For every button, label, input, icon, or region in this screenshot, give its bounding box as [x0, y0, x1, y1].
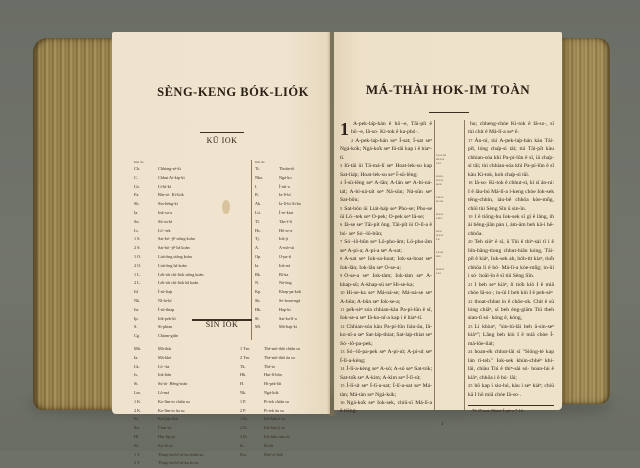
book-list-item: [240, 415, 300, 424]
book-abbreviation: Tl.: [255, 218, 260, 224]
book-name: Sin-bēng-kì: [158, 201, 178, 207]
book-name: Le̍k-tāi chì-lio̍k hā koàn: [158, 280, 199, 286]
book-name: Iok-hān jī su: [264, 425, 286, 431]
verse: [340, 365, 432, 382]
book-list-item: [240, 380, 300, 389]
verse: [340, 238, 432, 255]
book-name: Lia̍t-ông siōng koàn: [158, 253, 192, 259]
new-testament-list-right: [240, 345, 300, 459]
verse: [468, 137, 554, 179]
title-divider: [429, 112, 469, 113]
verse: [468, 213, 554, 238]
verse: [468, 120, 554, 137]
book-abbreviation: Hl.: [134, 433, 140, 439]
book-list-item: [134, 253, 203, 262]
book-list-item: [134, 424, 203, 433]
verse-number: 25: [468, 383, 473, 389]
book-list-item: [240, 433, 300, 442]
book-name: Khap-pa-ko̍k: [279, 289, 302, 295]
book-list-item: [240, 345, 300, 354]
book-list-item: [134, 279, 203, 288]
book-abbreviation: Hk.: [255, 306, 262, 312]
column-divider: [251, 160, 252, 340]
book-abbreviation: Ia.: [134, 209, 139, 215]
verse-number: 11: [340, 306, 345, 312]
verse-text: Ngá-ko̍k seⁿ Iok-sek, chiū-sī Má-lī-a ê tiōng-: [340, 399, 432, 415]
book-abbreviation: 1 O.: [134, 253, 142, 259]
right-page-title: MÁ-THÀI HOK-IM TOÀN: [365, 82, 531, 97]
book-name: Ka-lia̍p-thai: [158, 416, 179, 422]
left-page-edges: [33, 38, 123, 410]
book-list-item: [134, 363, 203, 372]
book-name: Ia-lī-bí: [279, 192, 291, 198]
book-abbreviation: 1 S.: [134, 236, 141, 242]
book-abbreviation: Kp.: [255, 289, 262, 295]
book-abbreviation: Ist.: [134, 306, 140, 312]
book-name: Iok-hān sam su: [264, 433, 290, 439]
verse: [340, 348, 432, 365]
book-name: Í-sū-lia̍p: [158, 289, 173, 295]
title-divider: [200, 132, 244, 133]
book-name: Iok-ná: [279, 262, 290, 268]
verse: [340, 162, 432, 179]
book-name: Ná-ông: [279, 280, 292, 286]
book-abbreviation: Tt.: [255, 166, 260, 171]
book-name: Bīn-sò· Kì-lio̍k: [158, 192, 184, 198]
book-abbreviation: A.: [255, 245, 260, 251]
book-list-item: [134, 371, 203, 380]
verse-number: 7: [340, 239, 343, 245]
page-number: 1: [441, 422, 444, 427]
book-name: Ngá-ko: [279, 174, 292, 180]
book-name: Sat-bó·-jīⁿ siōng koàn: [158, 236, 195, 242]
verse-number: 15: [340, 383, 345, 389]
book-list-item: [255, 279, 301, 288]
column-divider: [434, 120, 435, 410]
book-abbreviation: 1 Ih.: [240, 416, 248, 422]
book-list-item: [134, 380, 203, 389]
book-list-item: [240, 371, 300, 380]
book-abbreviation: I.: [255, 183, 258, 189]
section-old-testament-title: KŪ IOK: [206, 136, 238, 145]
verse-text: Só·-lô-pa-pek seⁿ A-pí-u̍t; A-pí-u̍t seⁿ Í-lī-a-kèng;: [340, 349, 432, 364]
book-name: Se-hoan-ngá: [279, 297, 301, 303]
text-column-2: [468, 120, 554, 399]
verse-text: Sat-bôn ūi Lia̍t-ha̍p seⁿ Pho-se; Pho-se ūi Lō·-tek seⁿ O-pek; O-pek seⁿ Iâ-se;: [340, 205, 432, 220]
book-name: Hap-ki: [279, 306, 291, 312]
old-testament-list-right: [255, 165, 301, 332]
verse-number: 14: [340, 366, 345, 372]
verse-text: hoan-e̍k chhut-lâi sī "Siōng-tè kap lán tī-teh." Iok-sek khùn-chhéⁿ khí-lâi, chiàu Tiú ê thiⁿ-sài só· hoan-hù ê kiâⁿ, chhōa i ê bó· lâi;: [468, 349, 554, 381]
verse: [340, 221, 432, 238]
book-name: Le̍k-tāi chì-lio̍k siōng koàn: [158, 271, 204, 277]
verse-number: 4: [340, 180, 343, 186]
verse-text: A-pek-la̍p-hán seⁿ Í-sat; Í-sat seⁿ Ngá-ko̍k; Ngá-ko̍k seⁿ Iû-tāi kap i ê hiaⁿ-tī.: [340, 137, 432, 161]
book-name: Bí-ka: [279, 271, 289, 277]
book-name: Thiap-sat-lô-nî-ka āu su: [158, 460, 199, 466]
book-abbreviation: Sh.: [134, 201, 140, 207]
book-abbreviation: Ia.: [255, 262, 260, 268]
book-list-item: [134, 407, 203, 416]
book-list-item: [255, 218, 301, 227]
book-name: Thiap-sat-lô-nî-ka chiân su: [158, 451, 204, 457]
book-list-item: [240, 407, 300, 416]
book-name: Hô-se-a: [279, 227, 293, 233]
verse: [340, 137, 432, 162]
book-abbreviation: 2 K.: [134, 407, 142, 413]
column-header-right: Kùn tōe: [255, 160, 265, 164]
book-abbreviation: Cg.: [134, 333, 140, 339]
verse-text: Lí khòaⁿ, "sìn-lú-lâi beh ū-sin-seⁿ kiáⁿ"; Lâng beh kiò I ê miâ chòe Í-má-lōe-lia̍t;: [468, 323, 554, 347]
verse-number: 2: [351, 137, 354, 143]
book-abbreviation: B.: [255, 192, 259, 198]
book-abbreviation: Ml.: [255, 324, 261, 330]
book-list-item: [255, 227, 301, 236]
book-abbreviation: Su.: [134, 218, 140, 224]
book-list-item: [134, 209, 203, 218]
book-name: Sat-bó·-jīⁿ hā koàn: [158, 245, 190, 251]
book-name: Má-khó: [158, 354, 172, 360]
verse-number: 3: [340, 163, 343, 169]
book-abbreviation: Bk.: [255, 271, 261, 277]
book-abbreviation: Fa.: [134, 192, 140, 198]
verse: [468, 179, 554, 213]
book-abbreviation: Isl: [134, 289, 139, 295]
book-abbreviation: 3 Ih.: [240, 433, 248, 439]
verse-text: pe̍k-sèⁿ sóa chhian-kàu Pa-pí-lûn ê sî, Iok-se-a seⁿ Iâ-ko-nî-a kap i ê hiaⁿ-tī.: [340, 306, 432, 322]
book-list-item: [255, 262, 301, 271]
book-abbreviation: Ak.: [255, 201, 262, 207]
book-list-item: [134, 398, 203, 407]
cross-references: ▪ ▪▪ ▪▪ ▪▪▪ ▪▪▪ ▪▪ ▪▪ ▪ ▪▪ ▪ ▪▪ ▪▪▪ ▪ ▪▪ ▪▪ ▪▪ ▪▪▪ ▪▪ ▪ ▪▪▪ ▪▪ ▪▪ ▪ ▪▪▪ ▪▪ ▪▪ ▪▪ ▪ ▪▪▪ ▪ ▪▪▪ ▪▪ ▪▪ ▪▪ ▪▪ ▪ ▪▪ ▪ ▪▪ ▪▪▪ ▪▪ ▪▪ ▪▪ ▪▪▪ ▪▪ ▪ ▪▪ ▪: [436, 154, 447, 275]
book-list-item: [134, 345, 203, 354]
book-list-item: [134, 306, 203, 315]
book-name: Ko-lô-se: [158, 442, 173, 448]
book-list-item: [240, 354, 300, 363]
book-list-item: [255, 200, 301, 209]
book-name: Ngá-ko̍k: [264, 389, 279, 395]
verse: [340, 289, 432, 306]
book-abbreviation: Kt.: [134, 416, 140, 422]
verse-text: Teh siūⁿ ê sî, ū Tiú ê thiⁿ-sài tī i ê bīn-bāng-tiong chhut-hiān kóng, Tāi-pi̍t ê kiáⁿ, Iok-sek ah, bóh-tit kiaⁿ, tio̍h chhōa lí ê bó· Má-lī-a kòe-mn̂g; in-ūi i só· hoâi-īn ê sī tùi Sèng Sîn.: [468, 239, 554, 280]
book-name: Ko-lîm-to chiân su: [158, 398, 190, 404]
book-abbreviation: Tk.: [240, 363, 246, 369]
section-new-testament-title: SIN IOK: [205, 320, 239, 329]
verse-text: Án-ni, tùi A-pek-la̍p-hán kàu Tāi-pi̍t, lóng cha̍p-sì tāi; tùi Tāi-pi̍t kàu chhian-sóa khì Pa-pí-lûn ê sî, iā cha̍p-sì tāi; tùi chhian-sóa khì Pa-pí-lûn ê sî kàu Ki-tok, koh cha̍p-sì tāi.: [468, 137, 554, 178]
verse: [468, 298, 554, 323]
book-list-item: [134, 451, 203, 460]
book-list-item: [134, 332, 203, 341]
book-list-item: [134, 415, 203, 424]
book-list-item: [134, 191, 203, 200]
book-list-item: [255, 165, 301, 174]
book-list-item: [134, 354, 203, 363]
book-abbreviation: Lk.: [134, 363, 140, 369]
book-list-item: [240, 424, 300, 433]
book-abbreviation: Ip.: [134, 315, 139, 321]
verse-text: O-se-a seⁿ Iok-tàm; Iok-tàm seⁿ A-khap-sū; A-khap-sū seⁿ Hi-se-ka;: [340, 273, 432, 288]
footnote: Tē 25 tsat: Khòaⁿ Í-sài-a 7:14.: [472, 408, 524, 413]
book-name: Iok-hān: [158, 372, 172, 378]
book-abbreviation: 1 T.: [134, 451, 141, 457]
verse-number: 24: [468, 349, 473, 355]
verse-number: 10: [340, 290, 345, 296]
book-abbreviation: Op.: [255, 253, 262, 259]
book-name: Lô-má: [158, 389, 170, 395]
verse: [468, 238, 554, 280]
book-list-item: [240, 442, 300, 451]
book-abbreviation: S.: [134, 324, 138, 330]
text-column-1: [340, 120, 432, 416]
book-abbreviation: H.: [240, 381, 245, 387]
book-list-item: [134, 183, 203, 192]
verse: [468, 348, 554, 382]
verse-text: Chhian-sóa kàu Pa-pí-lûn liáu-āu, Iâ-ko-nî-a seⁿ Sat-la̍p-thiat; Sat-la̍p-thiat seⁿ Só·-lô-pa-pek;: [340, 323, 432, 347]
verse-text: A-pek-la̍p-hán ê hō·-e, Tāi-pi̍t ê hō·-e, Iâ-so· Ki-tok ê ka-phó·.: [351, 121, 432, 136]
book-name: Í-hut-só·: [158, 425, 173, 431]
book-name: Thé-mô-thāi āu su: [264, 354, 295, 360]
book-abbreviation: 1 K.: [134, 398, 142, 404]
book-list-item: [134, 200, 203, 209]
verse-text: Iâ-se seⁿ Tāi-pi̍t ông. Tāi-pi̍t ūi O-lī-a ê bó· seⁿ Só·-lô-bûn;: [340, 222, 432, 237]
verse: [340, 272, 432, 289]
book-abbreviation: C.: [134, 174, 138, 180]
book-abbreviation: St.: [134, 381, 139, 387]
book-name: Iok-su-a: [158, 209, 172, 215]
book-name: Ia-lī-bí Ai-ko: [279, 201, 302, 207]
book-name: Chiam-giân: [158, 333, 178, 339]
right-page-edges: [560, 38, 610, 404]
verse-text: Hi-se-ka seⁿ Má-ná-se; Má-ná-se seⁿ A-bûn; A-bûn seⁿ Iok-se-a;: [340, 290, 432, 305]
book-abbreviation: 1 P.: [240, 398, 247, 404]
book-name: Ko-lîm-to āu su: [158, 407, 185, 413]
verse-text: bô kap i sio-hó, kàu i seⁿ kiáⁿ; chiū kā I hō miâ chòe Iâ-so·.: [468, 383, 554, 398]
book-list-item: [255, 271, 301, 280]
book-abbreviation: Kst.: [240, 451, 247, 457]
column-header-left: Kùn tōe: [134, 160, 144, 164]
verse-number: 12: [340, 323, 345, 329]
book-abbreviation: Nko.: [255, 174, 264, 180]
book-list-item: [134, 297, 203, 306]
book-abbreviation: 1 L.: [134, 271, 141, 277]
book-list-item: [134, 442, 203, 451]
book-list-item: [255, 183, 301, 192]
book-abbreviation: Lh.: [134, 183, 140, 189]
verse-text: Só·-lô-bûn seⁿ Lô-pho-âm; Lô-pho-âm seⁿ A-pi-a; A-pi-a seⁿ A-sat;: [340, 239, 432, 254]
book-name: Lī-bī-kì: [158, 183, 172, 189]
book-abbreviation: Hs.: [255, 227, 261, 233]
book-name: Pi-tek āu su: [264, 407, 284, 413]
verse-text: Í-lī-a-kèng seⁿ A-só; A-só seⁿ Sat-to̍k; Sat-to̍k seⁿ A-kìm; A-kìm seⁿ Í-lī-u̍t;: [340, 366, 432, 381]
book-name: Io̍k-pek-kì: [158, 315, 176, 321]
book-abbreviation: Tj.: [255, 236, 260, 242]
book-abbreviation: Ibs.: [134, 425, 141, 431]
verse-text: thoat-chhut in ê chōe-ok. Chit ê sū lóng chiâⁿ, sī beh èng-giām Tiú theh sian-tī só· kóng ê, kóng,: [468, 298, 554, 322]
book-abbreviation: Lm.: [134, 389, 141, 395]
book-name: Lō·-tek: [158, 227, 171, 233]
book-abbreviation: 1 Tm.: [240, 346, 250, 351]
verse: [340, 179, 432, 204]
book-name: Í-se-kiat: [279, 209, 293, 215]
book-list-item: [255, 288, 301, 297]
book-list-item: [255, 306, 301, 315]
verse: [340, 306, 432, 323]
verse-number: 22: [468, 298, 473, 304]
book-list-item: [255, 191, 301, 200]
book-name: Sì-phian: [158, 324, 173, 330]
verse-text: Iû-tāi ūi Tā-má-lī seⁿ Hoat-lek-su kap Sat-lia̍p; Hoat-lek-su seⁿ Í-sū-lêng;: [340, 163, 432, 178]
verse-text: Í-sū-lêng seⁿ A-lân; A-lân seⁿ A-bí-ná-ta̍t; A-bí-ná-ta̍t seⁿ Ná-sūn; Ná-sūn seⁿ Sat-bôn;: [340, 180, 432, 204]
book-name: Chhòng-sè-kì: [158, 166, 181, 171]
book-list-item: [255, 174, 301, 183]
book-abbreviation: Nk.: [134, 297, 141, 303]
book-abbreviation: Sl.: [255, 315, 260, 321]
verse: [340, 399, 432, 416]
verse-number: 6: [340, 222, 343, 228]
column-divider-2: [464, 120, 465, 410]
book-name: Í-sū-thiap: [158, 306, 175, 312]
verse-number: 17: [468, 137, 473, 143]
verse-number: 9: [340, 273, 343, 279]
book-list-item: [240, 398, 300, 407]
book-list-item: [255, 244, 301, 253]
book-abbreviation: Lti.: [255, 209, 261, 215]
verse: [340, 323, 432, 348]
book-name: Má-thài: [158, 346, 172, 351]
book-name: Iû-tāi: [264, 442, 274, 448]
verse: [340, 382, 432, 399]
book-name: Tân-ī-lí: [279, 218, 292, 224]
verse-text: I beh seⁿ kiáⁿ, lí tio̍h kiò I ê miâ chòe Iâ-so·; in-ūi I beh kiù I ê peh-sèⁿ: [468, 281, 554, 297]
book-abbreviation: Sh.: [255, 297, 261, 303]
book-name: A-mô-sū: [279, 245, 294, 251]
book-list-item: [255, 209, 301, 218]
verse-number: 19: [468, 213, 473, 219]
book-name: Pi-tek chiân su: [264, 398, 289, 404]
book-name: Hi-pek-lâi: [264, 381, 282, 387]
verse: [468, 382, 554, 399]
verse: [340, 255, 432, 272]
right-page: [334, 32, 562, 427]
chapter-number: 1: [340, 119, 349, 139]
verse-number: 5: [340, 205, 343, 211]
verse-number: 20: [468, 239, 473, 245]
verse-number: 13: [340, 349, 345, 355]
book-abbreviation: 2 L.: [134, 280, 141, 286]
book-list-item: [255, 253, 301, 262]
verse-text: Í-lī-u̍t seⁿ Í-lī-a-sat; Í-lī-a-sat seⁿ Má-tàn; Má-tàn seⁿ Ngá-ko̍k;: [340, 383, 432, 398]
verse-text: hu; chheng-chòe Ki-tok ê Iâ-so·, sī tùi chit ê Má-lī-a seⁿ ê.: [468, 121, 554, 136]
paper-stain: [222, 200, 230, 214]
book-abbreviation: 2 S.: [134, 245, 141, 251]
book-abbreviation: 2 Tm.: [240, 354, 250, 360]
book-abbreviation: Kl.: [134, 442, 140, 448]
verse-number: 23: [468, 323, 473, 329]
book-abbreviation: Iu.: [240, 442, 245, 448]
book-list-item: [134, 459, 203, 468]
book-name: Thoân-tō: [279, 166, 295, 171]
book-list-item: [134, 244, 203, 253]
book-list-item: [134, 235, 203, 244]
book-abbreviation: N.: [255, 280, 260, 286]
book-list-item: [134, 271, 203, 280]
book-abbreviation: Hb.: [240, 372, 247, 378]
book-name: Iok-hān it su: [264, 416, 286, 422]
book-list-item: [240, 389, 300, 398]
book-abbreviation: 2 Ih.: [240, 425, 248, 431]
book-list-item: [134, 288, 203, 297]
verse-number: 18: [468, 180, 473, 186]
verse-number: 21: [468, 281, 473, 287]
book-name: Sat-ka-lī-a: [279, 315, 297, 321]
book-name: Thé-mô-thāi chiân su: [264, 346, 300, 351]
book-name: Thé-to: [264, 363, 276, 369]
book-list-item: [134, 433, 203, 442]
book-name: Sū-su-kì: [158, 218, 173, 224]
new-testament-list-left: [134, 345, 203, 468]
book-name: Lō·-ka: [158, 363, 170, 369]
book-list-item: [240, 451, 300, 460]
book-list-item: [255, 235, 301, 244]
verse-number: 16: [340, 399, 345, 405]
book-abbreviation: 2 P.: [240, 407, 247, 413]
book-list-item: [240, 363, 300, 372]
book-name: Chhut Ai-kip-kì: [158, 174, 185, 180]
book-name: Sù-tô· Hēng-toān: [158, 381, 188, 387]
verse: [468, 281, 554, 298]
left-page-title: SÈNG-KENG BÓK-LIÓK: [157, 85, 309, 99]
footnote-rule: [468, 405, 554, 406]
verse: [468, 323, 554, 348]
book-name: O-pa-tí: [279, 253, 292, 259]
book-abbreviation: 2 O.: [134, 262, 142, 268]
book-abbreviation: Lt.: [134, 227, 139, 233]
book-list-item: [134, 227, 203, 236]
book-abbreviation: Ia.: [134, 354, 139, 360]
book-name: Nî-hi-bí: [158, 297, 172, 303]
book-name: Má-lia̍p-ki: [279, 324, 297, 330]
left-page: [112, 32, 330, 466]
verse-number: 8: [340, 256, 343, 262]
book-name: Io̍k-jí: [279, 236, 289, 242]
book-abbreviation: Is.: [134, 372, 139, 378]
book-name: Hui-lī-bûn: [264, 372, 282, 378]
book-name: Hui-lip-pí: [158, 433, 175, 439]
old-testament-list-left: [134, 165, 203, 341]
book-list-item: [134, 174, 203, 183]
verse: [340, 120, 432, 137]
book-abbreviation: Mh.: [134, 346, 141, 351]
book-abbreviation: 2 T.: [134, 460, 141, 466]
book-list-item: [255, 297, 301, 306]
verse-text: Iâ-so· Ki-tok ê chhut-sì, kì sī án-ni: I ê lāu-bú Má-lī-a í-keng chòe Iok-sek tēng-chhin, iáu-bē chhōa kòe-mn̂g, chiū tùi Sèng Sîn ū sin-īn.: [468, 180, 554, 212]
book-name: Khé-sī-lio̍k: [264, 451, 284, 457]
verse-text: I ê tiōng-hu Iok-sek sī gī ê lâng, m̄ ài bêng-jiân pàn i, ám-ām beh kā-i hē-chhôa.: [468, 213, 554, 237]
verse: [340, 205, 432, 222]
book-list-item: [134, 218, 203, 227]
book-name: Lia̍t-ông hā koàn: [158, 262, 187, 268]
book-abbreviation: Nk.: [240, 389, 247, 395]
book-list-item: [134, 165, 203, 174]
book-list-item: [134, 389, 203, 398]
book-abbreviation: Ch.: [134, 166, 140, 171]
book-name: Í-sài-a: [279, 183, 290, 189]
book-list-item: [134, 262, 203, 271]
verse-text: A-sat seⁿ Iok-sa-hoat; Iok-sa-hoat seⁿ Iok-lân; Iok-lân seⁿ O-se-a;: [340, 256, 432, 271]
